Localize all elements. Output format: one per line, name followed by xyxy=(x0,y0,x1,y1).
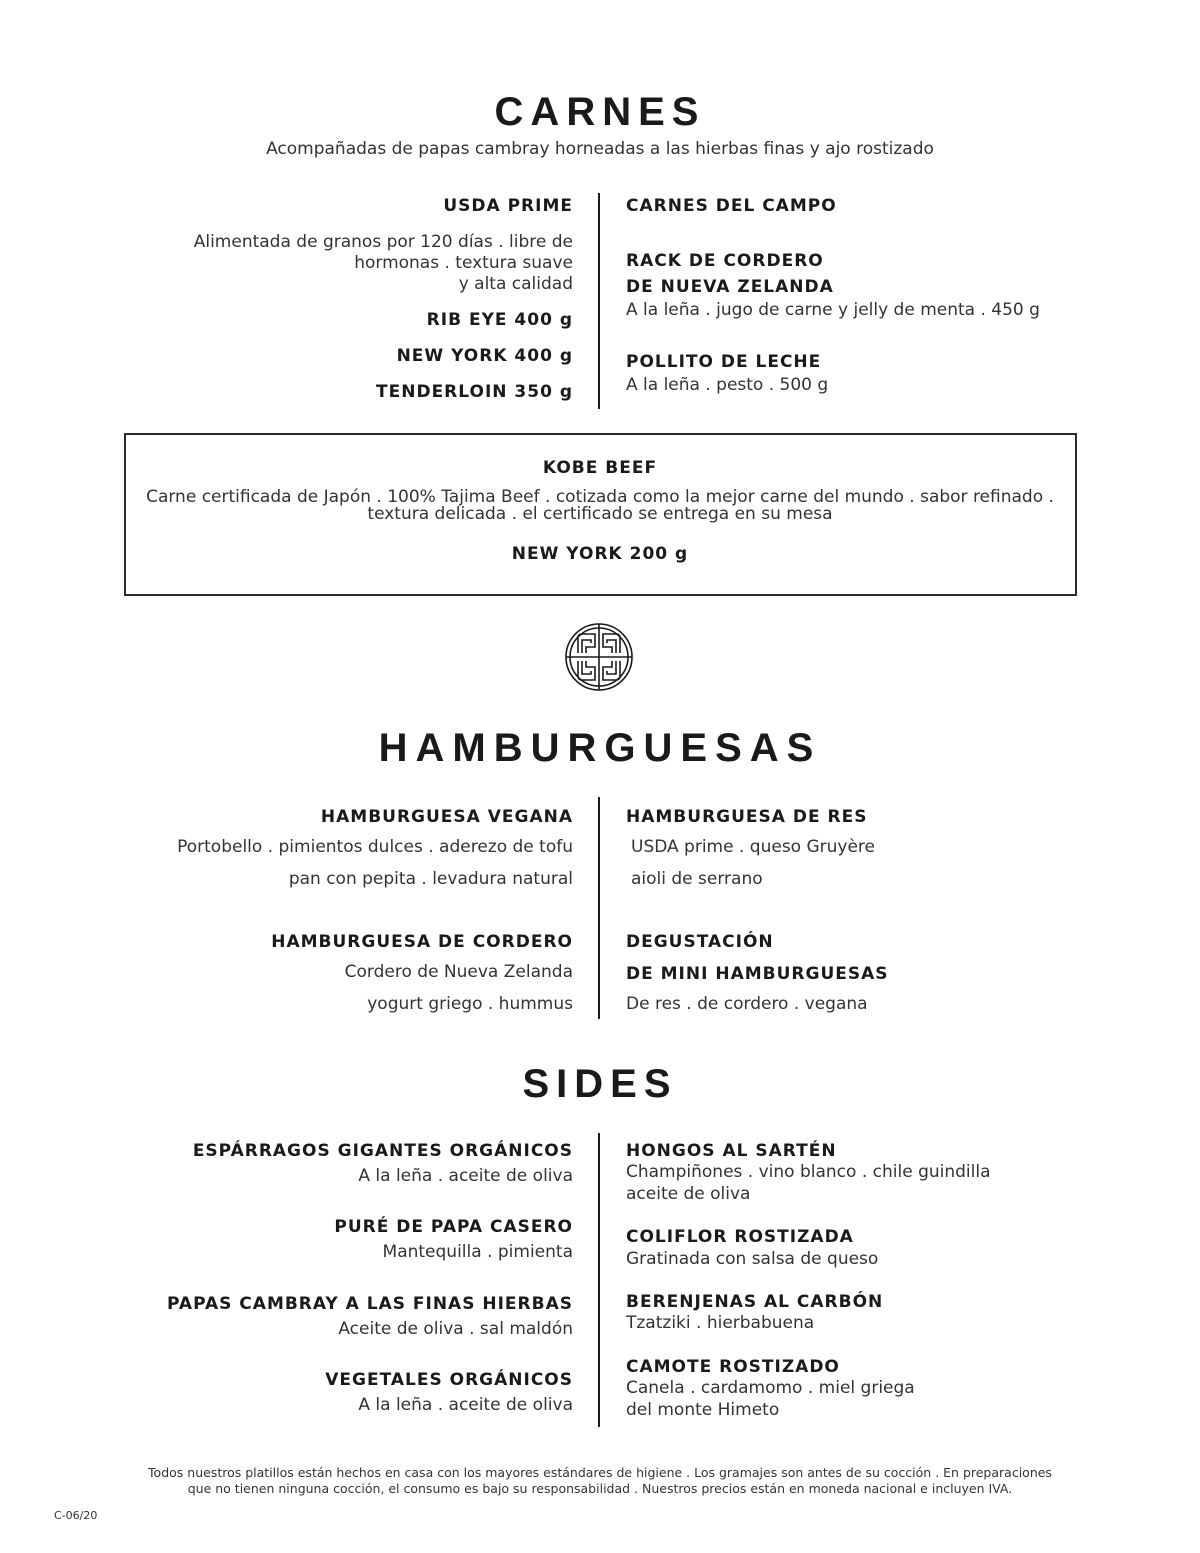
cordero-desc-line: yogurt griego . hummus xyxy=(367,994,573,1014)
menu-code: C-06/20 xyxy=(54,1509,98,1522)
side-item-desc: Canela . cardamomo . miel griega xyxy=(626,1378,915,1398)
carnes-title: CARNES xyxy=(494,90,706,134)
side-item-name: COLIFLOR ROSTIZADA xyxy=(626,1227,854,1247)
side-item-name: BERENJENAS AL CARBÓN xyxy=(626,1292,884,1312)
celtic-knot-emblem-icon xyxy=(564,622,634,692)
kobe-heading: KOBE BEEF xyxy=(542,458,658,478)
vegana-desc-line: Portobello . pimientos dulces . aderezo de tofu xyxy=(177,837,573,857)
side-item-name: PAPAS CAMBRAY A LAS FINAS HIERBAS xyxy=(167,1294,573,1314)
sides-title: SIDES xyxy=(522,1062,678,1106)
side-item-name: PURÉ DE PAPA CASERO xyxy=(334,1217,573,1237)
res-desc-line: aioli de serrano xyxy=(631,869,763,889)
rack-title-line-1: RACK DE CORDERO xyxy=(626,251,824,271)
side-item-desc: Mantequilla . pimienta xyxy=(382,1242,573,1262)
rack-title-line-2: DE NUEVA ZELANDA xyxy=(626,277,834,297)
kobe-desc-line: Carne certificada de Japón . 100% Tajima Beef . cotizada como la mejor carne del mundo . sabor refinado . xyxy=(146,487,1054,507)
vegana-heading: HAMBURGUESA VEGANA xyxy=(320,807,573,827)
usda-desc-line: y alta calidad xyxy=(458,274,573,294)
rack-description: A la leña . jugo de carne y jelly de menta . 450 g xyxy=(626,300,1040,320)
carnes-divider xyxy=(598,193,600,409)
new-york-item: NEW YORK 400 g xyxy=(396,346,573,366)
rib-eye-item: RIB EYE 400 g xyxy=(426,310,573,330)
cordero-heading: HAMBURGUESA DE CORDERO xyxy=(271,932,573,952)
pollito-title: POLLITO DE LECHE xyxy=(626,352,822,372)
cordero-desc-line: Cordero de Nueva Zelanda xyxy=(344,962,573,982)
hamburguesas-divider xyxy=(598,797,600,1019)
side-item-desc: del monte Himeto xyxy=(626,1400,780,1420)
usda-heading: USDA PRIME xyxy=(443,196,573,216)
side-item-desc: Aceite de oliva . sal maldón xyxy=(338,1319,573,1339)
footer-disclaimer xyxy=(0,1465,1200,1497)
usda-desc-line: hormonas . textura suave xyxy=(354,253,573,273)
kobe-cut: NEW YORK 200 g xyxy=(511,544,689,564)
degustacion-heading-line-1: DEGUSTACIÓN xyxy=(626,932,774,952)
side-item-desc: Gratinada con salsa de queso xyxy=(626,1249,879,1269)
side-item-name: VEGETALES ORGÁNICOS xyxy=(325,1370,573,1390)
degustacion-description: De res . de cordero . vegana xyxy=(626,994,868,1014)
side-item-desc: A la leña . aceite de oliva xyxy=(358,1166,573,1186)
kobe-desc-line: textura delicada . el certificado se entrega en su mesa xyxy=(367,504,833,524)
degustacion-heading-line-2: DE MINI HAMBURGUESAS xyxy=(626,964,889,984)
hamburguesas-title: HAMBURGUESAS xyxy=(378,726,822,770)
res-heading: HAMBURGUESA DE RES xyxy=(626,807,868,827)
side-item-desc: Tzatziki . hierbabuena xyxy=(626,1313,815,1333)
vegana-desc-line: pan con pepita . levadura natural xyxy=(288,869,573,889)
carnes-subtitle: Acompañadas de papas cambray horneadas a las hierbas finas y ajo rostizado xyxy=(266,139,934,159)
side-item-desc: Champiñones . vino blanco . chile guindilla xyxy=(626,1162,991,1182)
kobe-description xyxy=(0,489,1200,523)
side-item-desc: aceite de oliva xyxy=(626,1184,751,1204)
pollito-description: A la leña . pesto . 500 g xyxy=(626,375,829,395)
side-item-desc: A la leña . aceite de oliva xyxy=(358,1395,573,1415)
campo-heading: CARNES DEL CAMPO xyxy=(626,196,837,216)
tenderloin-item: TENDERLOIN 350 g xyxy=(376,382,573,402)
side-item-name: ESPÁRRAGOS GIGANTES ORGÁNICOS xyxy=(192,1141,573,1161)
footer-line: Todos nuestros platillos están hechos en casa con los mayores estándares de higiene . Los gramajes son antes de su cocción . En preparaciones xyxy=(148,1465,1052,1480)
usda-desc-line: Alimentada de granos por 120 días . libre de xyxy=(193,232,573,252)
side-item-name: CAMOTE ROSTIZADO xyxy=(626,1357,840,1377)
sides-divider xyxy=(598,1133,600,1427)
footer-line: que no tienen ninguna cocción, el consumo es bajo su responsabilidad . Nuestros precios están en moneda nacional e incluyen IVA. xyxy=(187,1481,1013,1496)
side-item-name: HONGOS AL SARTÉN xyxy=(626,1141,837,1161)
res-desc-line: USDA prime . queso Gruyère xyxy=(631,837,876,857)
usda-description xyxy=(194,232,573,295)
